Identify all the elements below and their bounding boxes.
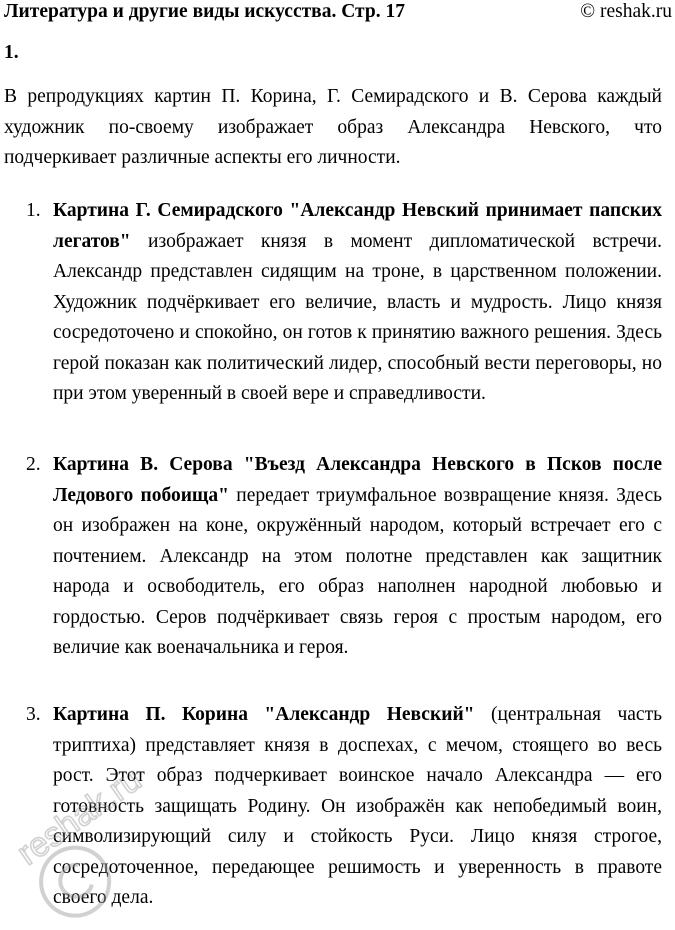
site-credit: © reshak.ru <box>580 1 672 22</box>
list-item-number: 1. <box>26 200 41 221</box>
painting-title: Картина В. Серова "Въезд Александра Невского в Псков после Ледового побоища" <box>53 454 662 506</box>
painting-description: передает триумфальное возвращение князя. Здесь он изображен на коне, окружённый народом, который встречает его с почтением. Александр на этом полотне представлен как защитник народа и освободитель, его образ наполнен народной любовью и гордостью. Серов подчёркивает связь героя с простым народом, его величие как военачальника и героя. <box>53 484 662 658</box>
painting-title: Картина Г. Семирадского "Александр Невский принимает папских легатов" <box>53 200 662 252</box>
painting-description: (центральная часть триптиха) представляет князя в доспехах, с мечом, стоящего во весь рост. Этот образ подчеркивает воинское начало Александра — его готовность защищать Родину. Он изображён как непобедимый воин, символизирующий силу и стойкость Руси. Лицо князя строгое, сосредоточенное, передающее решимость и уверенность в правоте своего дела. <box>53 704 662 908</box>
page-title: Литература и другие виды искусства. Стр. 17 <box>4 1 405 22</box>
list-item-text <box>53 450 662 664</box>
page-header <box>4 0 672 26</box>
painting-description: изображает князя в момент дипломатической встречи. Александр представлен сидящим на троне, в царственном положении. Художник подчёркивает его величие, власть и мудрость. Лицо князя сосредоточено и спокойно, он готов к принятию важного решения. Здесь герой показан как политический лидер, способный вести переговоры, но при этом уверенный в своей вере и справедливости. <box>53 230 662 404</box>
painting-title: Картина П. Корина "Александр Невский" <box>53 704 475 725</box>
list-item-text <box>53 196 662 410</box>
intro-paragraph: В репродукциях картин П. Корина, Г. Семирадского и В. Серова каждый художник по-своему изображает образ Александра Невского, что подчеркивает различные аспекты его личности. <box>4 86 662 168</box>
list-item-text <box>53 700 662 914</box>
task-number: 1. <box>4 42 19 63</box>
list-item-number: 2. <box>26 454 41 475</box>
watermark-text: reshak.ru <box>10 760 149 873</box>
list-item-number: 3. <box>26 704 41 725</box>
